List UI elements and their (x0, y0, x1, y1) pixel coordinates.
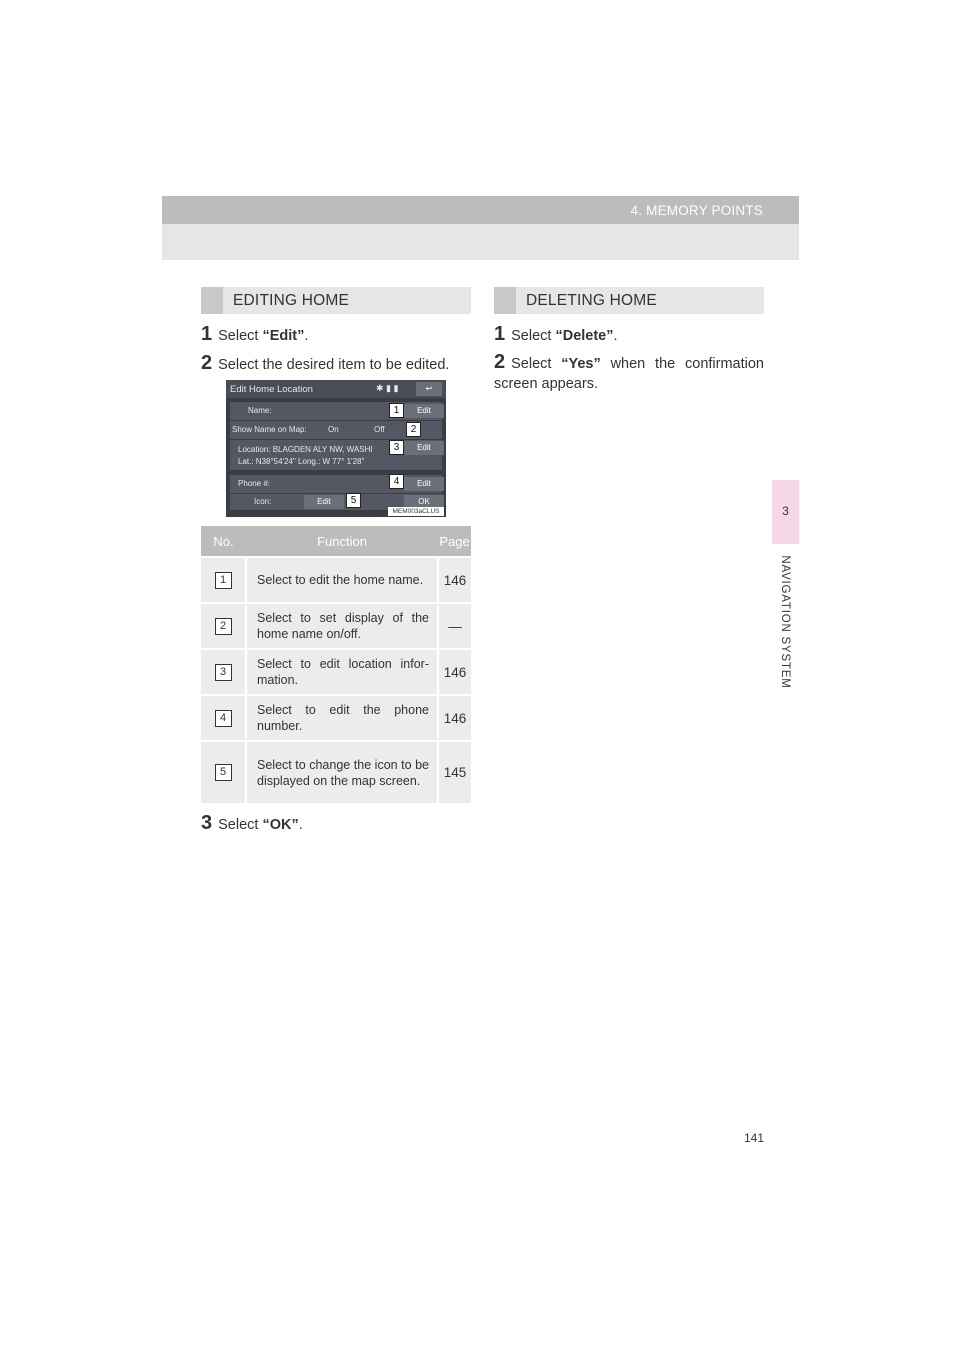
function-table (201, 526, 471, 803)
table-row (201, 649, 471, 695)
show-name-label: Show Name on Map: (232, 425, 307, 434)
delete-step-2 (494, 352, 764, 394)
row-number: 3 (215, 664, 232, 681)
step-number: 1 (494, 323, 506, 345)
step-text-end: . (298, 817, 303, 833)
step-number: 1 (201, 323, 213, 345)
phone-edit-button[interactable]: Edit (404, 477, 444, 491)
step-number: 2 (201, 352, 213, 374)
table-row (201, 603, 471, 649)
step-number: 3 (201, 812, 213, 834)
step-text: Select (218, 817, 263, 833)
row-page: 145 (438, 741, 471, 803)
icon-label: Icon: (254, 497, 272, 506)
on-button[interactable]: On (328, 425, 339, 434)
step-text: Select the desired item to be edited. (218, 357, 450, 373)
step-text-end: . (613, 328, 618, 344)
section-marker (201, 287, 223, 314)
row-function: Select to change the icon to be displayed on the map screen. (246, 741, 438, 803)
location-label: Location: BLAGDEN ALY NW, WASHI (238, 445, 373, 454)
step-text: Select (511, 356, 562, 372)
status-icons: ✱ ▮ ▮ (376, 383, 399, 393)
col-header-no: No. (201, 526, 246, 557)
chapter-label: NAVIGATION SYSTEM (779, 555, 791, 689)
row-page: — (438, 603, 471, 649)
marker-3: 3 (389, 440, 404, 455)
row-page: 146 (438, 695, 471, 741)
marker-4: 4 (389, 474, 404, 489)
step-keyword: “Edit” (262, 328, 305, 344)
marker-5: 5 (346, 493, 361, 508)
section-title: EDITING HOME (233, 292, 350, 309)
section-title: DELETING HOME (526, 292, 657, 309)
row-function: Select to edit the home name. (246, 557, 438, 603)
deleting-home-header (494, 287, 764, 314)
section-marker (494, 287, 516, 314)
edit-step-3 (201, 812, 303, 835)
table-row (201, 557, 471, 603)
location-edit-button[interactable]: Edit (404, 441, 444, 455)
row-function: Select to edit location infor-mation. (246, 649, 438, 695)
row-function: Select to set display of the home name on/off. (246, 603, 438, 649)
step-text: Select (218, 328, 263, 344)
step-text-end: when the confirmation screen appears. (494, 356, 764, 392)
ok-button[interactable]: OK (404, 495, 444, 509)
phone-label: Phone #: (238, 479, 271, 488)
table-row (201, 741, 471, 803)
chapter-title: 4. MEMORY POINTS (630, 203, 763, 218)
step-text: Select (511, 328, 556, 344)
chapter-side-label (770, 552, 800, 712)
header-bar (162, 196, 799, 224)
name-edit-button[interactable]: Edit (404, 404, 444, 418)
table-header-row (201, 526, 471, 557)
row-page: 146 (438, 649, 471, 695)
back-button[interactable]: ↩ (416, 382, 442, 396)
figure-code: MEM003aCLUS (388, 507, 444, 516)
row-number: 1 (215, 572, 232, 589)
row-number: 2 (215, 618, 232, 635)
marker-1: 1 (389, 403, 404, 418)
table-row (201, 695, 471, 741)
name-label: Name: (248, 406, 272, 415)
row-number: 4 (215, 710, 232, 727)
off-button[interactable]: Off (374, 425, 385, 434)
screen-title: Edit Home Location (230, 384, 313, 395)
latlong-label: Lat.: N38°54'24" Long.: W 77° 1'28" (238, 457, 365, 466)
col-header-page: Page (438, 526, 471, 557)
chapter-number: 3 (782, 504, 789, 518)
col-header-function: Function (246, 526, 438, 557)
edit-step-2 (201, 352, 449, 375)
row-number: 5 (215, 764, 232, 781)
page-number: 141 (744, 1131, 765, 1145)
row-function: Select to edit the phone number. (246, 695, 438, 741)
header-band (162, 224, 799, 260)
chapter-tab (772, 480, 799, 544)
row-page: 146 (438, 557, 471, 603)
step-keyword: “Yes” (561, 356, 601, 372)
step-text-end: . (304, 328, 309, 344)
icon-edit-button[interactable]: Edit (304, 495, 344, 509)
edit-home-location-screenshot (226, 380, 446, 517)
marker-2: 2 (406, 422, 421, 437)
step-number: 2 (494, 351, 506, 373)
editing-home-header (201, 287, 471, 314)
edit-step-1 (201, 323, 308, 346)
step-keyword: “OK” (262, 817, 299, 833)
step-keyword: “Delete” (555, 328, 614, 344)
delete-step-1 (494, 323, 618, 346)
